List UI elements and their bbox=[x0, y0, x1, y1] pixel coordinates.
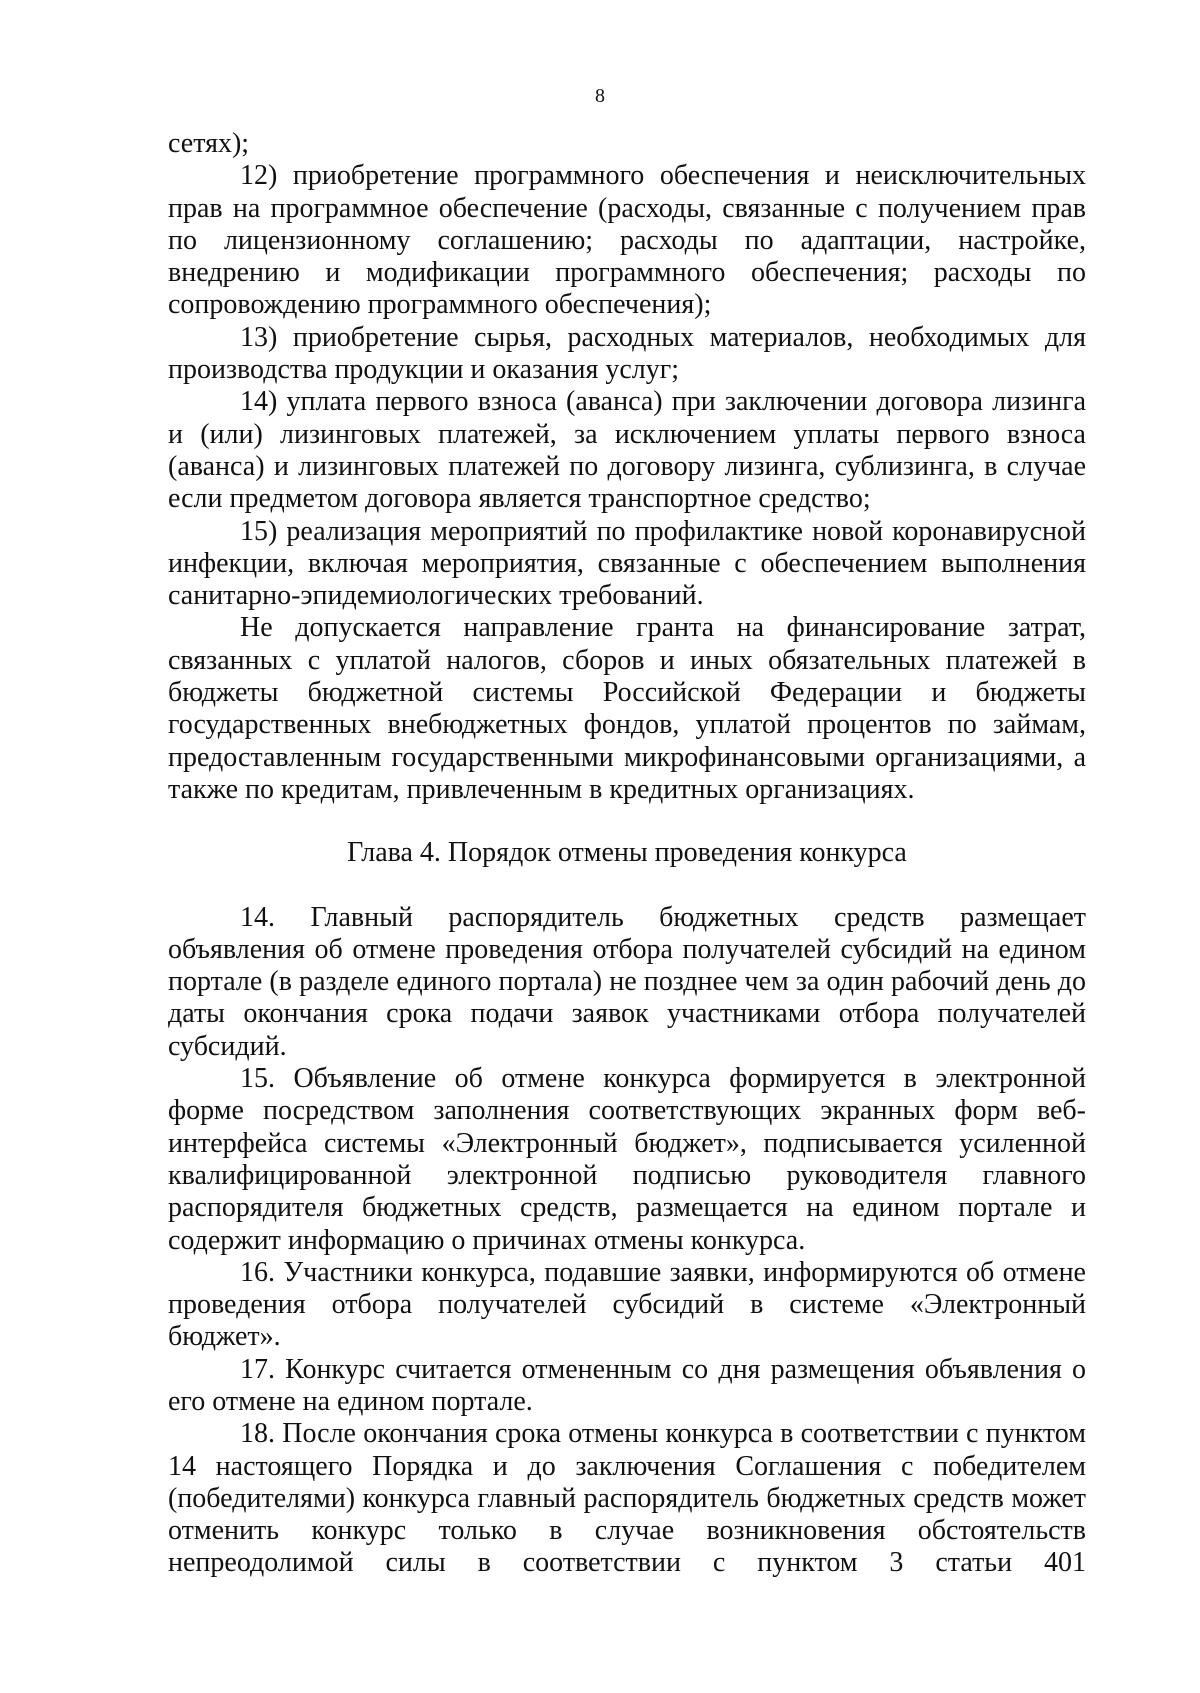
paragraph-continuation: сетях); bbox=[168, 128, 250, 159]
paragraph-restriction: Не допускается направление гранта на финансирование затрат, связанных с уплатой налогов, сборов и иных обязательных платежей в бюджеты бюджетной системы Российской Федерации и бюджеты государственных внебюджетных фондов, уплатой процентов по займам, предоставленным государственными микрофинансовыми организациями, а также по кредитам, привлеченным в кредитных организациях. bbox=[168, 612, 1086, 805]
clause-18: 18. После окончания срока отмены конкурса в соответствии с пунктом 14 настоящего Порядка и до заключения Соглашения с победителем (победителями) конкурса главный распорядитель бюджетных средств может отменить конкурс только в случае возникновения обстоятельств непреодолимой силы в соответствии с пунктом 3 статьи 401 bbox=[168, 1418, 1086, 1579]
clause-17: 17. Конкурс считается отмененным со дня размещения объявления о его отмене на едином портале. bbox=[168, 1353, 1086, 1417]
clause-15: 15. Объявление об отмене конкурса формируется в электронной форме посредством заполнения соответствующих экранных форм веб-интерфейса системы «Электронный бюджет», подписывается усиленной квалифицированной электронной подписью руководителя главного распорядителя бюджетных средств, размещается на едином портале и содержит информацию о причинах отмены конкурса. bbox=[168, 1063, 1086, 1256]
chapter-heading: Глава 4. Порядок отмены проведения конкурса bbox=[347, 837, 907, 869]
clause-14: 14. Главный распорядитель бюджетных средств размещает объявления об отмене проведения отбора получателей субсидий на едином портале (в разделе единого портала) не позднее чем за один рабочий день до даты окончания срока подачи заявок участниками отбора получателей субсидий. bbox=[168, 901, 1086, 1062]
list-item-14: 14) уплата первого взноса (аванса) при заключении договора лизинга и (или) лизинговых платежей, за исключением уплаты первого взноса (аванса) и лизинговых платежей по договору лизинга, сублизинга, в случае если предметом договора является транспортное средство; bbox=[168, 386, 1086, 515]
list-item-15: 15) реализация мероприятий по профилактике новой коронавирусной инфекции, включая мероприятия, связанные с обеспечением выполнения санитарно-эпидемиологических требований. bbox=[168, 515, 1086, 612]
list-item-13: 13) приобретение сырья, расходных материалов, необходимых для производства продукции и оказания услуг; bbox=[168, 321, 1086, 386]
document-body bbox=[168, 128, 1086, 1580]
list-item-12: 12) приобретение программного обеспечения и неисключительных прав на программное обеспечение (расходы, связанные с получением прав по лицензионному соглашению; расходы по адаптации, настройке, внедрению и модификации программного обеспечения; расходы по сопровождению программного обеспечения); bbox=[168, 160, 1086, 321]
clause-16: 16. Участники конкурса, подавшие заявки, информируются об отмене проведения отбора получателей субсидий в системе «Электронный бюджет». bbox=[168, 1256, 1086, 1353]
page-number: 8 bbox=[595, 85, 605, 107]
